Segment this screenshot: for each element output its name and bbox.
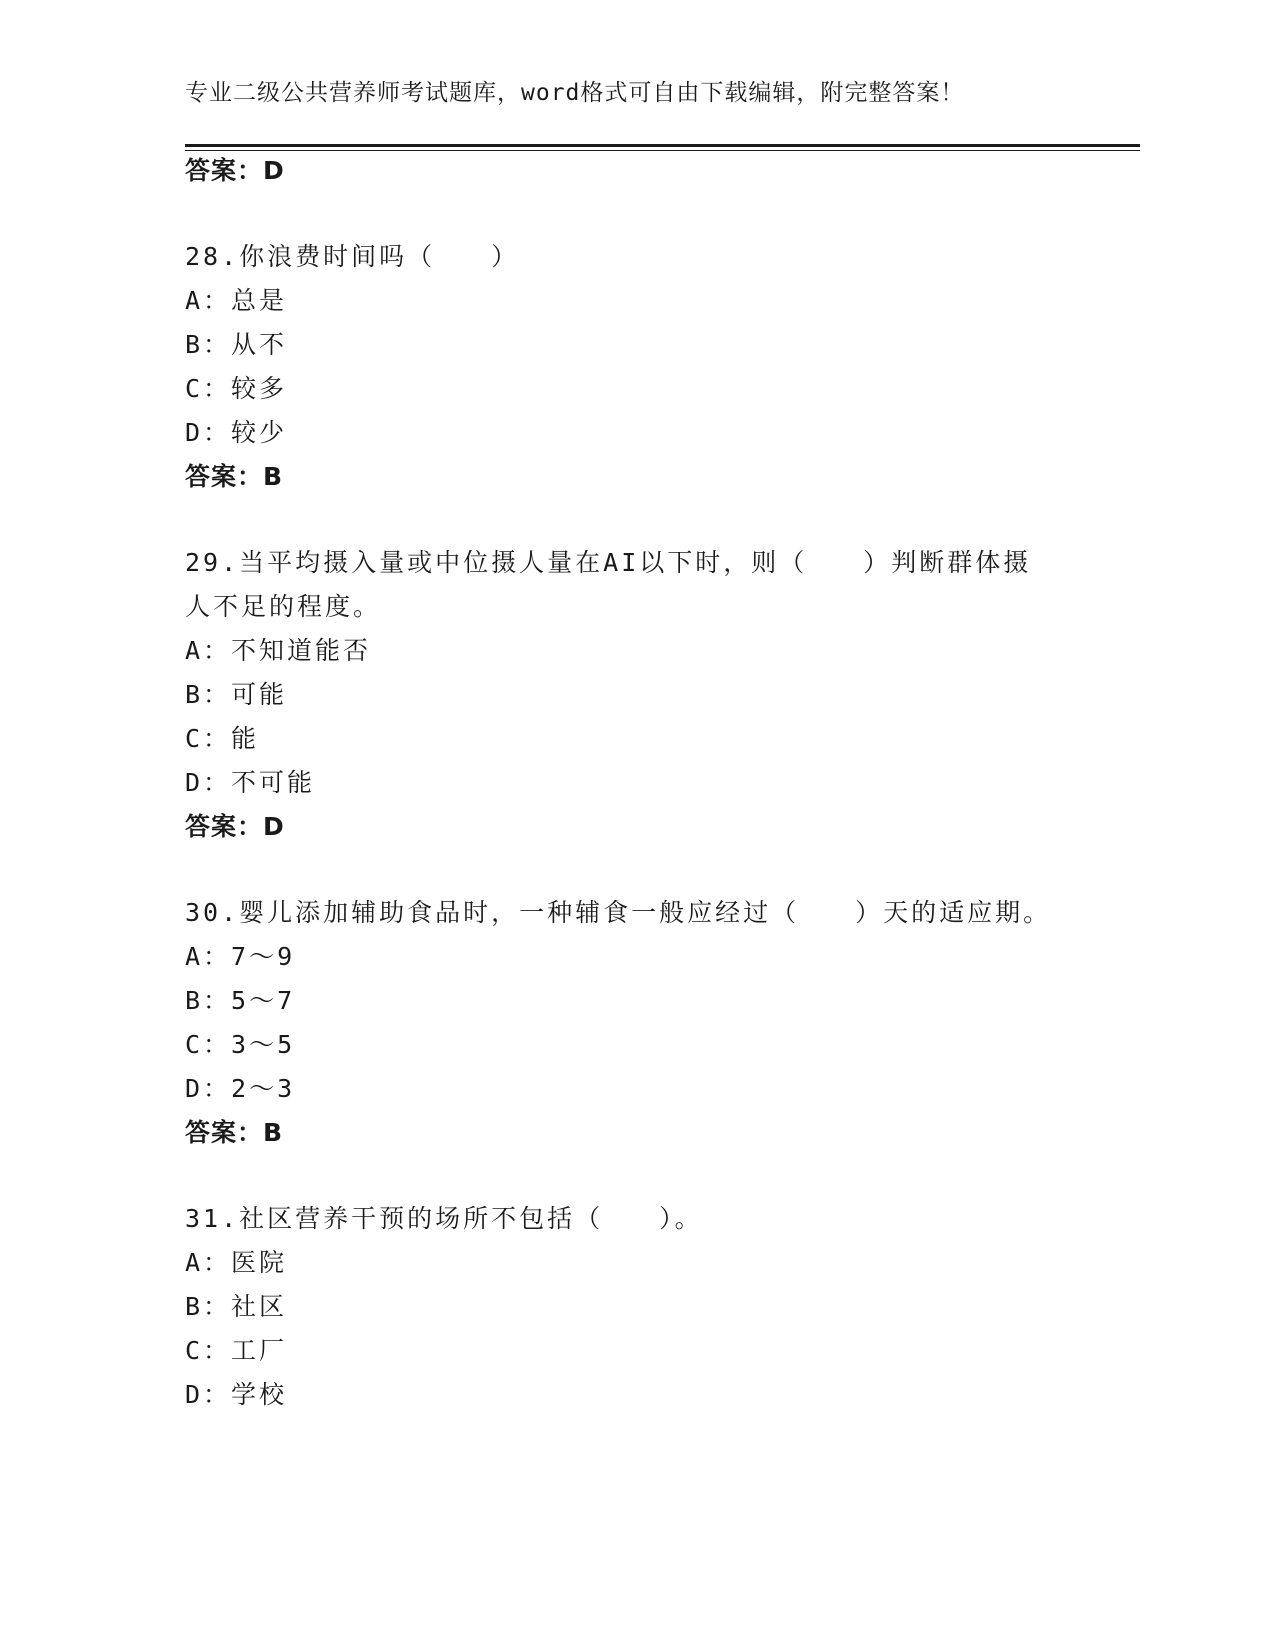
question-28-option-b: B：从不 (185, 330, 288, 359)
question-29-stem-line-2: 人不足的程度。 (185, 592, 382, 621)
question-28-option-c: C：较多 (185, 374, 288, 403)
question-30-option-c: C：3～5 (185, 1030, 296, 1059)
question-29-option-a: A：不知道能否 (185, 636, 372, 665)
question-30-answer: 答案：B (185, 1118, 284, 1147)
question-30-stem: 30.婴儿添加辅助食品时，一种辅食一般应经过（ ）天的适应期。 (185, 898, 1052, 927)
question-30-option-b: B：5～7 (185, 986, 296, 1015)
question-31-option-d: D：学校 (185, 1380, 288, 1409)
question-28-stem: 28.你浪费时间吗（ ） (185, 242, 520, 271)
question-28-option-a: A：总是 (185, 286, 288, 315)
question-29-option-d: D：不可能 (185, 768, 316, 797)
question-28-answer: 答案：B (185, 462, 284, 491)
header-rule-thick (185, 144, 1140, 147)
question-31-option-c: C：工厂 (185, 1336, 288, 1365)
question-29-answer: 答案：D (185, 812, 285, 841)
previous-answer: 答案：D (185, 156, 285, 185)
question-31-option-b: B：社区 (185, 1292, 288, 1321)
question-30-option-d: D：2～3 (185, 1074, 296, 1103)
question-29-option-c: C：能 (185, 724, 260, 753)
page-header: 专业二级公共营养师考试题库，word格式可自由下载编辑，附完整答案！ (185, 80, 965, 106)
question-31-stem: 31.社区营养干预的场所不包括（ ）。 (185, 1204, 703, 1233)
question-29-option-b: B：可能 (185, 680, 288, 709)
question-31-option-a: A：医院 (185, 1248, 288, 1277)
question-29-stem-line-1: 29.当平均摄入量或中位摄人量在AI以下时，则（ ）判断群体摄 (185, 548, 1032, 577)
question-28-option-d: D：较少 (185, 418, 288, 447)
header-rule-thin (185, 150, 1140, 151)
question-30-option-a: A：7～9 (185, 942, 296, 971)
